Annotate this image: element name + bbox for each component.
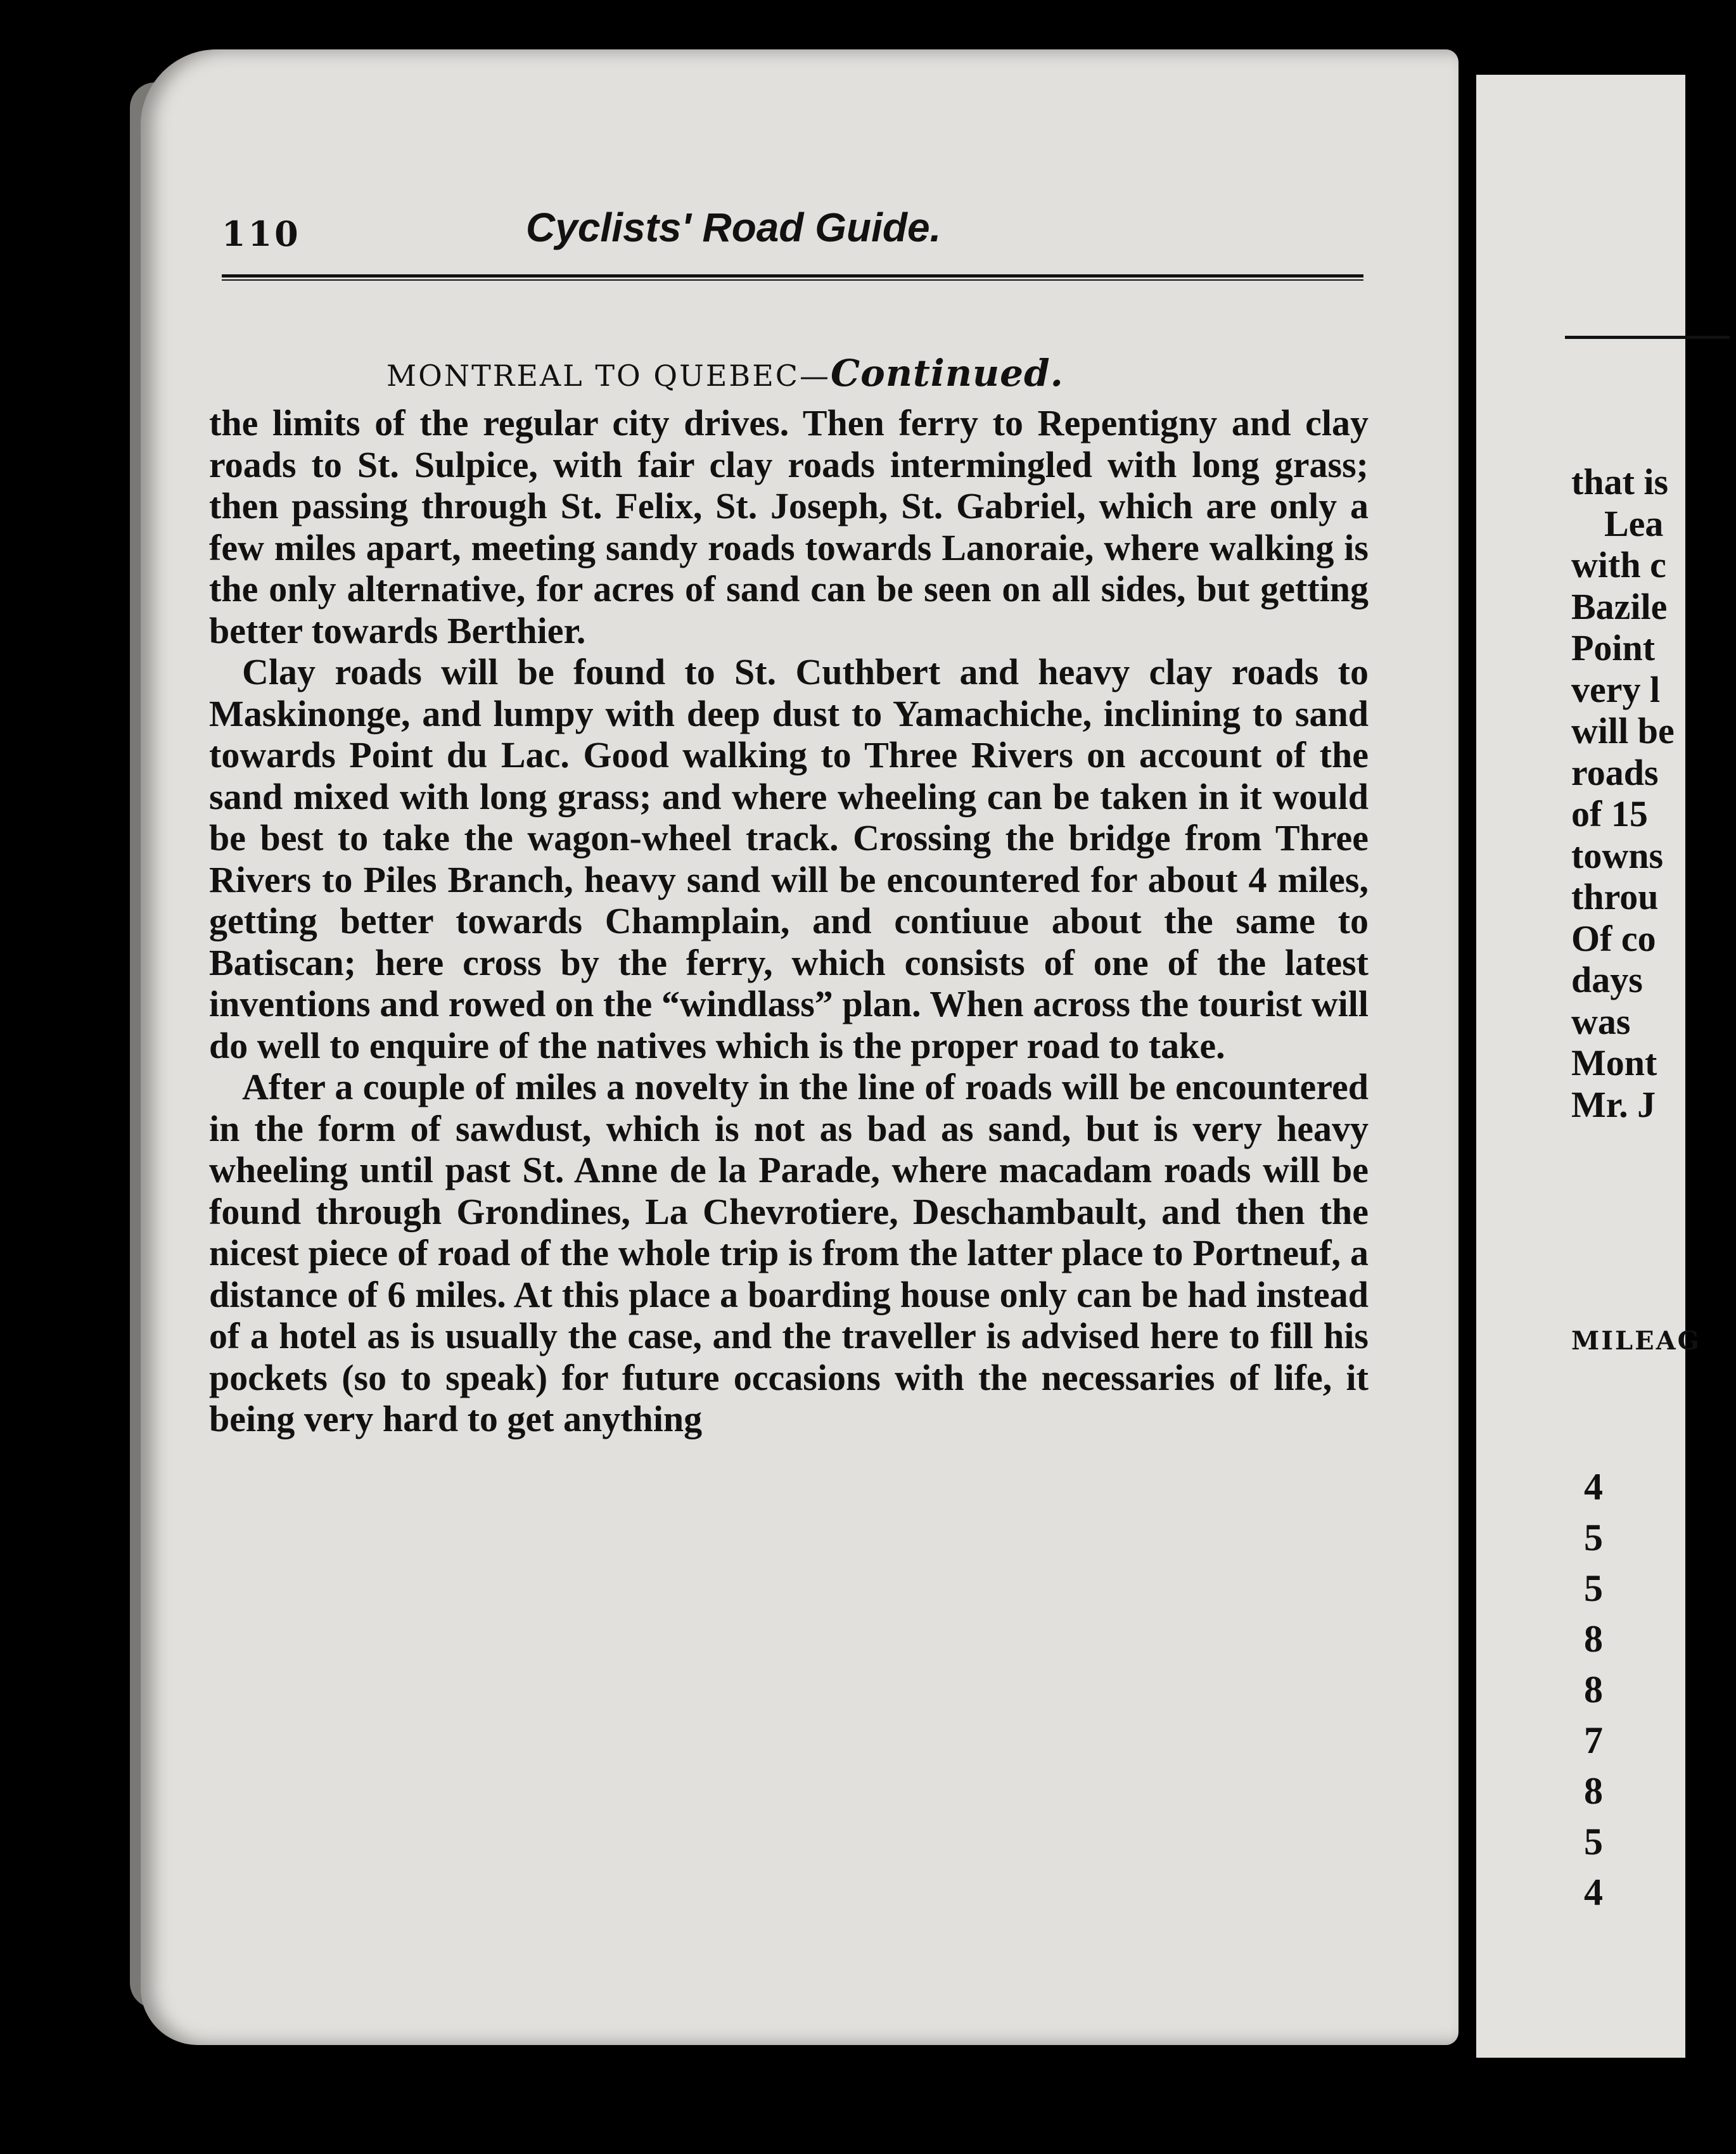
right-line: days bbox=[1571, 959, 1643, 1000]
right-header-rule bbox=[1565, 336, 1730, 339]
mileage-label: MILEAG bbox=[1571, 1326, 1701, 1356]
right-line: with c bbox=[1571, 544, 1666, 585]
right-line: Bazile bbox=[1571, 585, 1668, 627]
right-line: roads bbox=[1571, 751, 1659, 793]
mileage-value: 4 bbox=[1584, 1466, 1603, 1508]
mileage-value: 7 bbox=[1584, 1719, 1603, 1761]
mileage-value: 8 bbox=[1584, 1770, 1603, 1812]
paragraph-3: After a couple of miles a novelty in the line of roads will be encountered in the form of sawdust, which is not as bad as sand, but is very heavy wheeling until past St. Anne de la Parade, where macadam roads will be found through Grondines, La Chevrotiere, Deschambault, and then the nicest piece of road of the whole trip is from the latter place to Portneuf, a distance of 6 miles. At this place a boarding house only can be had instead of a hotel as is usually the case, and the traveller is advised here to fill his pockets (so to speak) for future occasions with the necessaries of life, it being very hard to get anything bbox=[209, 1066, 1369, 1439]
paragraph-2: Clay roads will be found to St. Cuthbert and heavy clay roads to Maskinonge, and lumpy with deep dust to Yamachiche, inclining to sand towards Point du Lac. Good walking to Three Rivers on account of the sand mixed with long grass; and where wheeling can be taken in it would be best to take the wagon-wheel track. Crossing the bridge from Three Rivers to Piles Branch, heavy sand will be encountered for about 4 miles, getting better towards Champlain, and contiuue about the same to Batiscan; here cross by the ferry, which consists of one of the latest inventions and rowed on the “windlass” plan. When across the tourist will do well to enquire of the natives which is the proper road to take. bbox=[209, 651, 1369, 1066]
mileage-value: 5 bbox=[1584, 1567, 1603, 1609]
mileage-list bbox=[1584, 1465, 1603, 1921]
right-line: that is bbox=[1571, 461, 1669, 502]
right-line: very l bbox=[1571, 668, 1661, 710]
right-line: Point bbox=[1571, 627, 1656, 668]
right-line: of 15 bbox=[1571, 793, 1648, 834]
right-line: throu bbox=[1571, 876, 1659, 917]
paragraph-1: the limits of the regular city drives. Then ferry to Repentigny and clay roads to St. Sulpice, with fair clay roads intermingled with long grass; then passing through St. Felix, St. Joseph, St. Gabriel, which are only a few miles apart, meeting sandy roads towards Lanoraie, where walking is the only alternative, for acres of sand can be seen on all sides, but getting better towards Berthier. bbox=[209, 402, 1369, 651]
mileage-value: 5 bbox=[1584, 1821, 1603, 1863]
mileage-value: 5 bbox=[1584, 1517, 1603, 1558]
right-line: Of co bbox=[1571, 917, 1656, 959]
section-heading bbox=[386, 352, 1064, 395]
body-text bbox=[209, 402, 1369, 1440]
right-page bbox=[1476, 75, 1701, 2058]
page-number: 110 bbox=[222, 213, 301, 254]
mileage-value: 8 bbox=[1584, 1618, 1603, 1660]
right-page-text bbox=[1571, 461, 1736, 1125]
right-line: will be bbox=[1571, 710, 1675, 751]
right-line: Lea bbox=[1604, 502, 1664, 544]
right-line: Mr. J bbox=[1571, 1083, 1656, 1125]
mileage-value: 8 bbox=[1584, 1669, 1603, 1711]
right-line: Mont bbox=[1571, 1042, 1657, 1083]
right-line: towns bbox=[1571, 834, 1664, 876]
header-rule bbox=[222, 274, 1363, 281]
right-line: was bbox=[1571, 1000, 1631, 1042]
mileage-value: 4 bbox=[1584, 1871, 1603, 1913]
section-heading-main: MONTREAL TO QUEBEC— bbox=[386, 359, 831, 393]
section-heading-continued: Continued. bbox=[831, 352, 1064, 395]
running-title: Cyclists' Road Guide. bbox=[526, 205, 941, 250]
